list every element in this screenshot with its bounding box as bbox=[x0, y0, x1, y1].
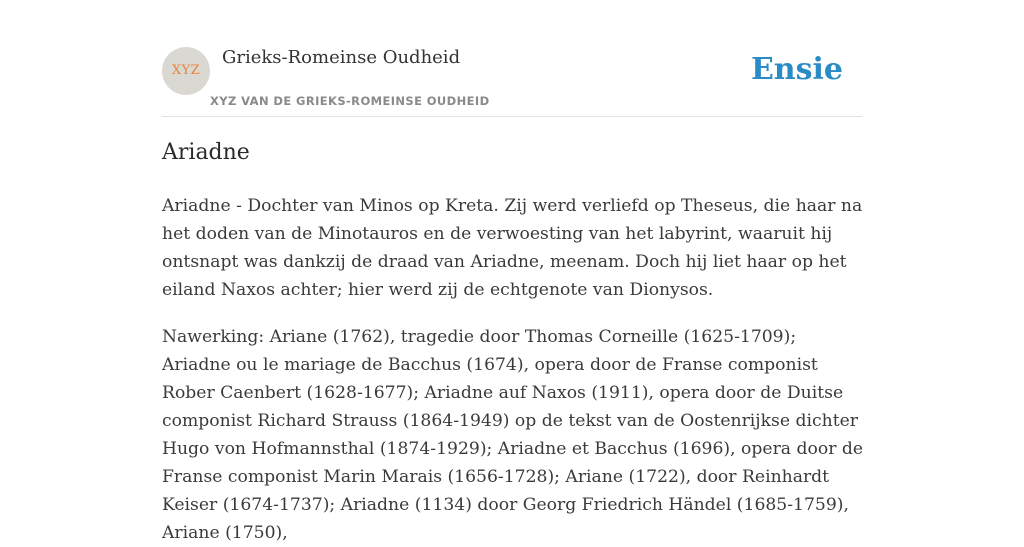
site-title[interactable]: Grieks-Romeinse Oudheid bbox=[222, 47, 461, 68]
site-header bbox=[162, 0, 862, 117]
site-logo[interactable]: XYZ bbox=[162, 47, 210, 95]
brand-logo[interactable]: Ensie bbox=[750, 52, 843, 87]
site-subtitle: XYZ VAN DE GRIEKS-ROMEINSE OUDHEID bbox=[210, 94, 490, 108]
article-paragraph: Ariadne - Dochter van Minos op Kreta. Zij werd verliefd op Theseus, die haar na het doden van de Minotauros en de verwoesting van het labyrint, waaruit hij ontsnapt was dankzij de draad van Ariadne, meenam. Doch hij liet haar op het eiland Naxos achter; hier werd zij de echtgenote van Dionysos. bbox=[162, 196, 863, 300]
page bbox=[162, 0, 864, 543]
article-paragraph: Nawerking: Ariane (1762), tragedie door Thomas Corneille (1625-1709); Ariadne ou le mariage de Bacchus (1674), opera door de Franse componist Rober Caenbert (1628-1677); Ariadne auf Naxos (1911), opera door de Duitse componist Richard Strauss (1864-1949) op de tekst van de Oostenrijkse dichter Hugo von Hofmannsthal (1874-1929); Ariadne et Bacchus (1696), opera door de Franse componist Marin Marais (1656-1728); Ariane (1722), door Reinhardt Keiser (1674-1737); Ariadne (1134) door Georg Friedrich Händel (1685-1759), Ariane (1750), bbox=[162, 327, 864, 543]
article-title: Ariadne bbox=[162, 140, 250, 165]
